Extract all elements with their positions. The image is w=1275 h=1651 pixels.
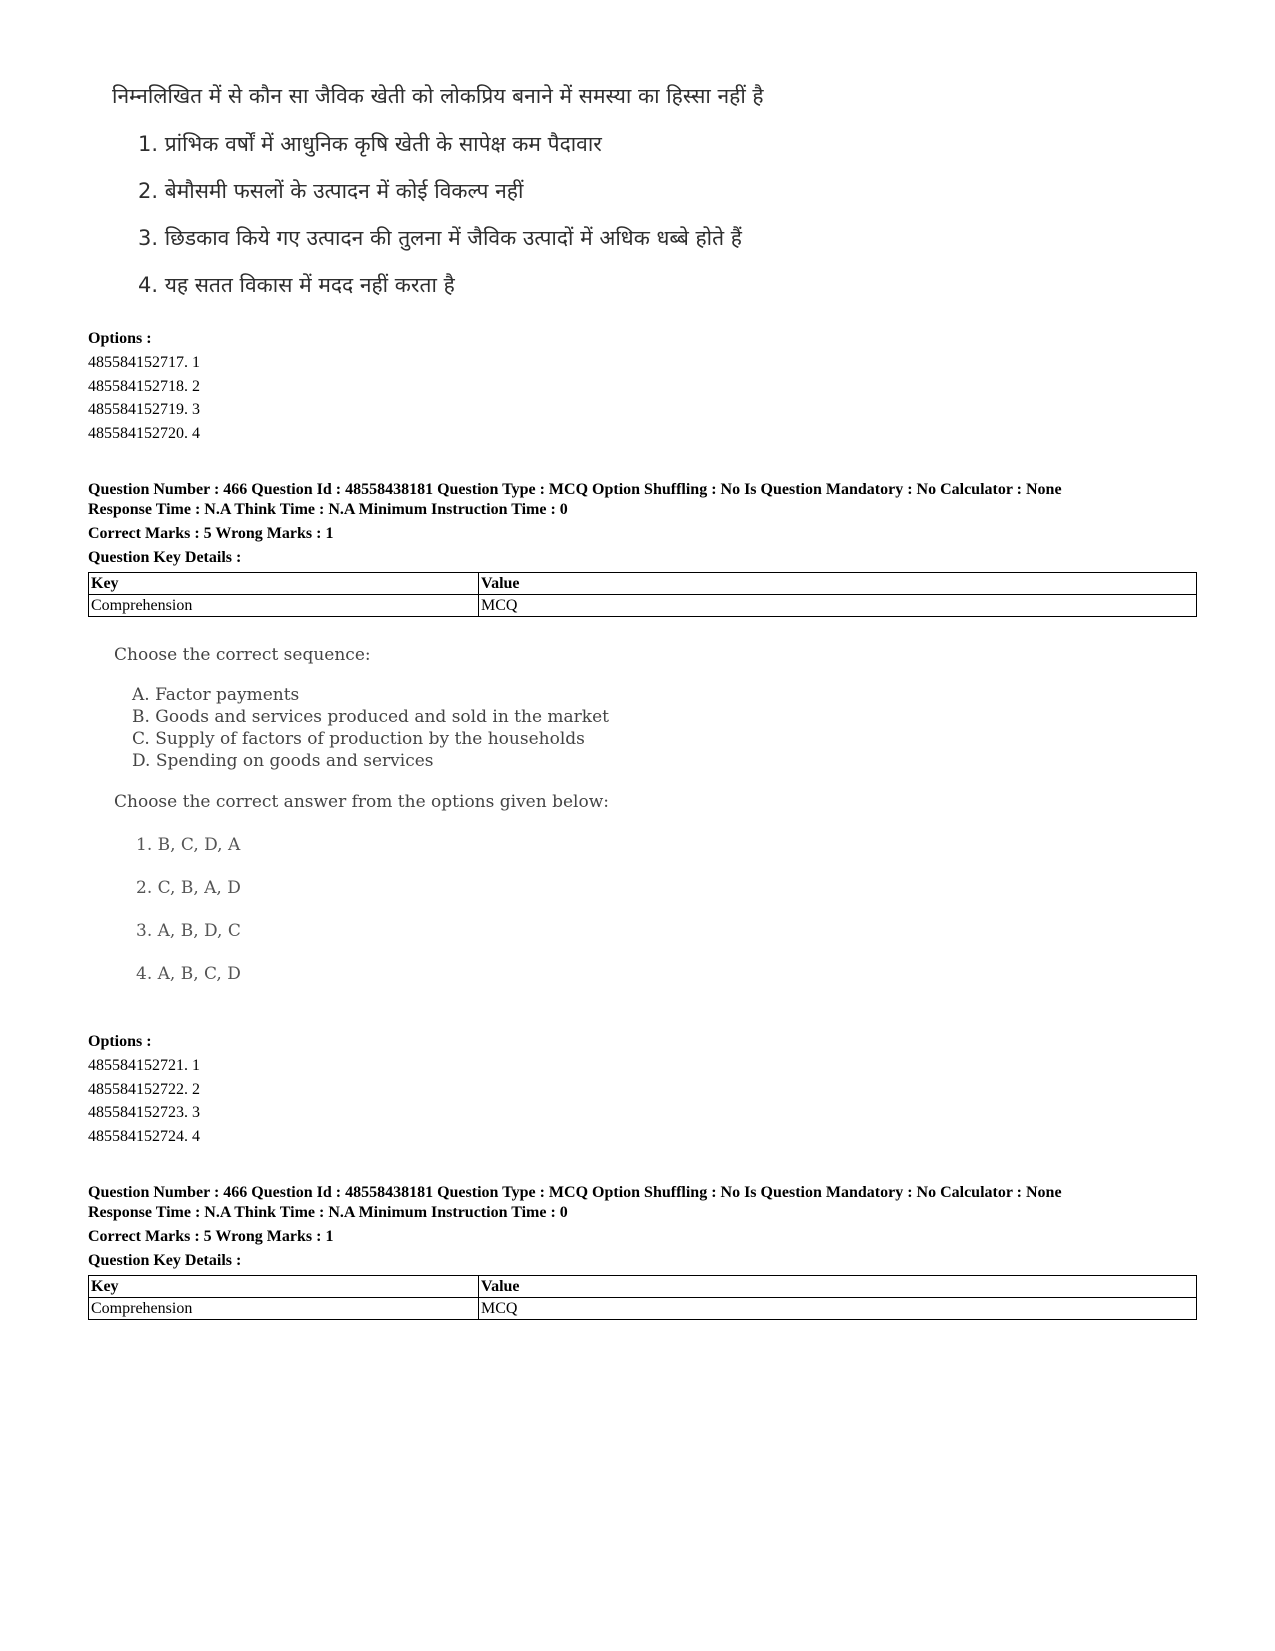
table-row [89, 595, 1197, 617]
table-header-value: Value [479, 573, 1197, 595]
question-choice: 3. छिडकाव किये गए उत्पादन की तुलना में जैविक उत्पादों में अधिक धब्बे होते हैं [138, 226, 742, 250]
table-cell: Comprehension [89, 1298, 479, 1320]
question-choice: 2. C, B, A, D [136, 878, 241, 898]
hindi-question-image [112, 82, 764, 312]
option-item: 485584152719. 3 [88, 401, 200, 418]
sequence-item: A. Factor payments [132, 685, 300, 705]
key-value-table [88, 1275, 1197, 1320]
key-details-label: Question Key Details : [88, 1252, 242, 1269]
marks-line: Correct Marks : 5 Wrong Marks : 1 [88, 525, 334, 542]
question-stem: Choose the correct sequence: [114, 645, 371, 665]
question-stem: निम्नलिखित में से कौन सा जैविक खेती को लोकप्रिय बनाने में समस्या का हिस्सा नहीं है [112, 84, 764, 108]
table-cell: Comprehension [89, 595, 479, 617]
question-meta-line: Question Number : 466 Question Id : 48558438181 Question Type : MCQ Option Shuffling : No Is Question Mandatory : No Calculator : None [88, 481, 1062, 498]
question-choice: 2. बेमौसमी फसलों के उत्पादन में कोई विकल्प नहीं [138, 179, 524, 203]
question-meta-line: Response Time : N.A Think Time : N.A Minimum Instruction Time : 0 [88, 1204, 568, 1221]
option-item: 485584152721. 1 [88, 1057, 200, 1074]
option-item: 485584152723. 3 [88, 1104, 200, 1121]
question-choice: 3. A, B, D, C [136, 921, 241, 941]
key-value-table [88, 572, 1197, 617]
english-question-image [112, 645, 609, 1010]
table-header-row [89, 1276, 1197, 1298]
table-header-key: Key [89, 573, 479, 595]
sequence-item: D. Spending on goods and services [132, 751, 434, 771]
option-item: 485584152718. 2 [88, 378, 200, 395]
sequence-item: B. Goods and services produced and sold in the market [132, 707, 609, 727]
table-header-key: Key [89, 1276, 479, 1298]
table-cell: MCQ [479, 595, 1197, 617]
options-label: Options : [88, 330, 152, 347]
question-choice: 4. A, B, C, D [136, 964, 241, 984]
table-header-value: Value [479, 1276, 1197, 1298]
question-choice: 4. यह सतत विकास में मदद नहीं करता है [138, 273, 455, 297]
question-choice: 1. B, C, D, A [136, 835, 241, 855]
sequence-item: C. Supply of factors of production by the households [132, 729, 585, 749]
table-row [89, 1298, 1197, 1320]
options-label: Options : [88, 1033, 152, 1050]
question-instruction: Choose the correct answer from the options given below: [114, 792, 609, 812]
option-item: 485584152720. 4 [88, 425, 200, 442]
option-item: 485584152722. 2 [88, 1081, 200, 1098]
marks-line: Correct Marks : 5 Wrong Marks : 1 [88, 1228, 334, 1245]
table-cell: MCQ [479, 1298, 1197, 1320]
option-item: 485584152717. 1 [88, 354, 200, 371]
question-meta [88, 480, 1198, 520]
key-details-label: Question Key Details : [88, 549, 242, 566]
question-choice: 1. प्रांभिक वर्षों में आधुनिक कृषि खेती के सापेक्ष कम पैदावार [138, 132, 602, 156]
table-header-row [89, 573, 1197, 595]
question-meta-line: Question Number : 466 Question Id : 48558438181 Question Type : MCQ Option Shuffling : No Is Question Mandatory : No Calculator : None [88, 1184, 1062, 1201]
question-meta [88, 1183, 1198, 1223]
question-meta-line: Response Time : N.A Think Time : N.A Minimum Instruction Time : 0 [88, 501, 568, 518]
option-item: 485584152724. 4 [88, 1128, 200, 1145]
